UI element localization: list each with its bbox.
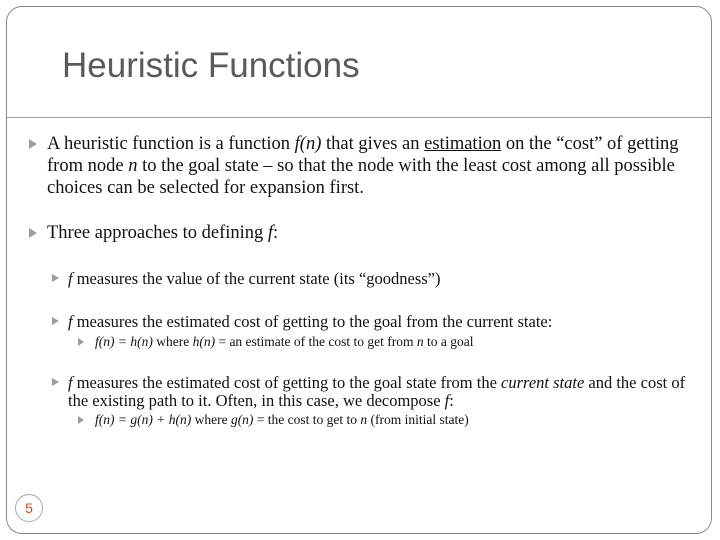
bullet-arrow-icon <box>52 317 59 325</box>
detail-f-equals-h <box>95 334 695 350</box>
text-run: : <box>273 223 279 243</box>
bullet-arrow-icon <box>78 416 84 424</box>
text-run: where <box>152 334 193 349</box>
text-run: and the cost of the existing path to it. Often, in this case, we decompose <box>68 373 686 410</box>
bullet-arrow-icon <box>29 228 37 238</box>
text-run: to the goal state – so that the node with the least cost among all possible choices can be selected for expansion first. <box>47 156 675 198</box>
text-run: measures the estimated cost of getting to the goal from the current state: <box>72 312 553 331</box>
text-run: : <box>449 391 454 410</box>
bullet-three-approaches <box>47 222 697 244</box>
bullet-arrow-icon <box>52 274 59 282</box>
bullet-arrow-icon <box>78 338 84 346</box>
text-run: current state <box>501 373 585 392</box>
detail-f-equals-g-plus-h <box>95 412 695 428</box>
bullet-heuristic-definition <box>47 133 697 199</box>
bullet-arrow-icon <box>52 378 59 386</box>
text-run: f <box>267 223 274 243</box>
sub-bullet-goodness <box>68 270 698 288</box>
text-run: f <box>68 373 73 392</box>
text-run: n <box>128 156 138 176</box>
text-run: A heuristic function is a function <box>47 134 295 154</box>
text-run: that gives an <box>321 134 425 154</box>
text-run: n <box>416 334 424 349</box>
text-run: g(n) <box>230 412 254 427</box>
text-run: f <box>444 391 450 410</box>
text-run: Three approaches to defining <box>47 223 268 243</box>
text-run: h(n) <box>192 334 216 349</box>
page-number: 5 <box>15 494 43 522</box>
text-run: (from initial state) <box>367 412 469 427</box>
text-run: measures the estimated cost of getting to the goal state from the <box>72 373 502 392</box>
text-run: = the cost to get to <box>253 412 361 427</box>
text-run: = an estimate of the cost to get from <box>215 334 417 349</box>
text-run: measures the value of the current state (its “goodness”) <box>72 269 441 288</box>
text-run: f <box>68 269 73 288</box>
title-divider <box>7 117 711 118</box>
slide-title: Heuristic Functions <box>62 46 360 85</box>
text-run: on the “cost” of getting from node <box>47 134 679 176</box>
text-run: to a goal <box>423 334 474 349</box>
text-run: n <box>360 412 368 427</box>
text-run: f(n) = g(n) + h(n) <box>95 412 192 427</box>
text-run: f <box>68 312 73 331</box>
sub-bullet-path-cost <box>68 374 698 410</box>
text-run: f(n) = h(n) <box>95 334 153 349</box>
text-run: f(n) <box>294 134 322 154</box>
text-run: estimation <box>424 134 502 154</box>
bullet-arrow-icon <box>29 139 37 149</box>
sub-bullet-estimated-cost <box>68 313 698 331</box>
text-run: where <box>191 412 231 427</box>
